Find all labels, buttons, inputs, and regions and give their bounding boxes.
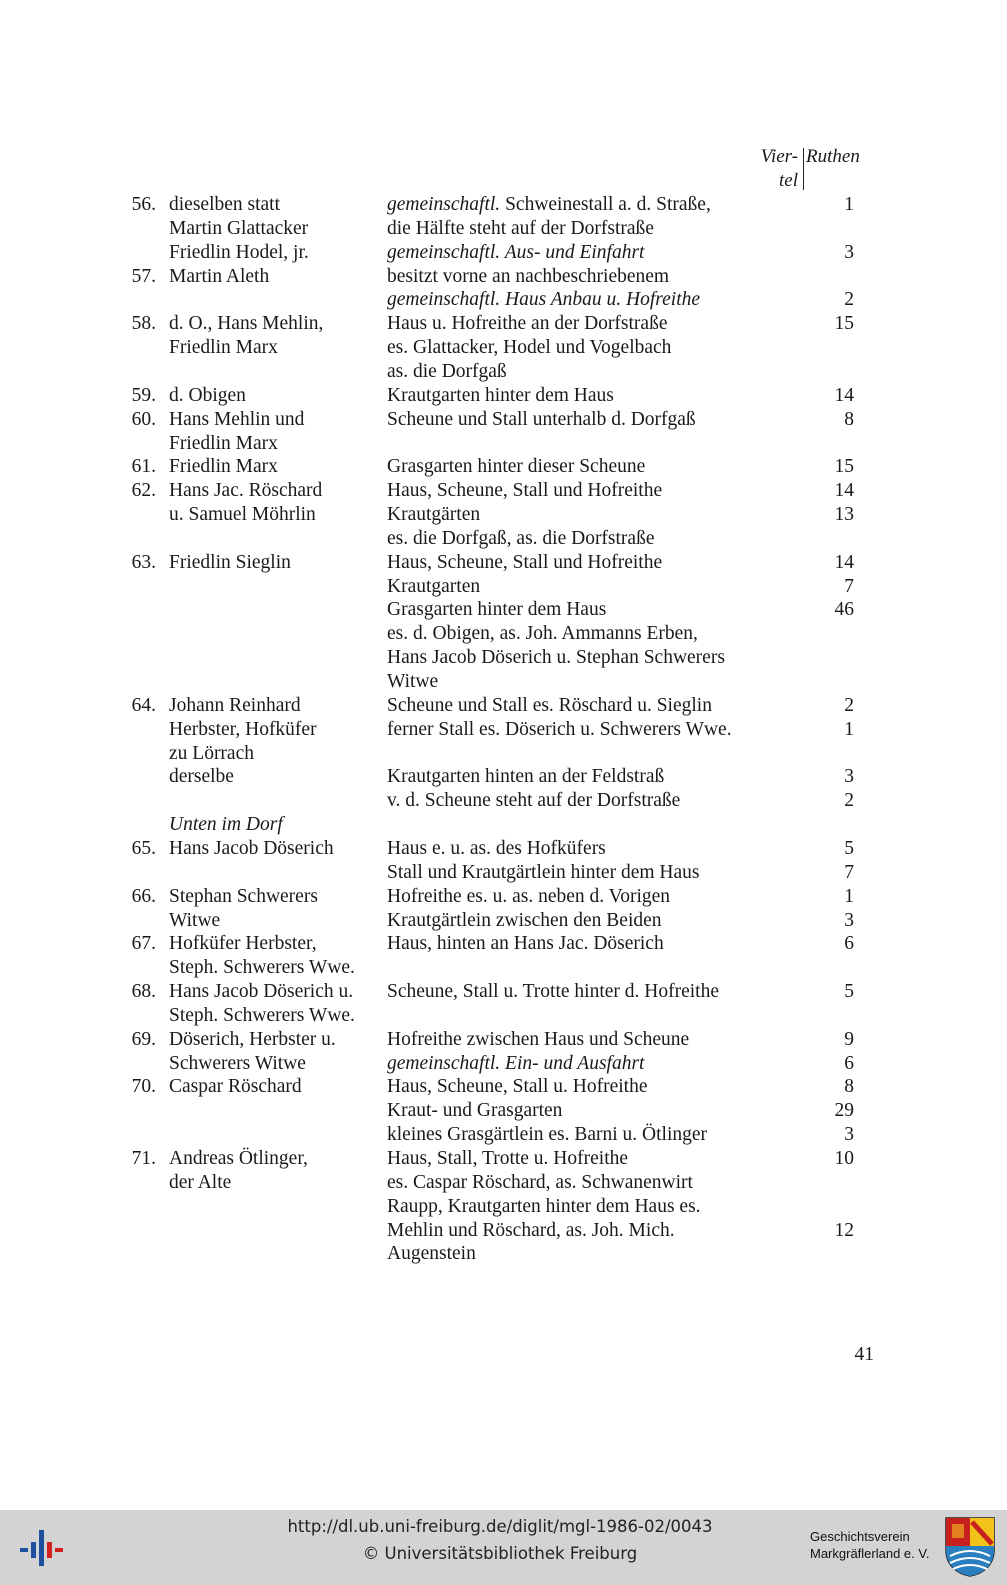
ruthen-value: 29	[834, 1100, 854, 1122]
description-text: Krautgarten hinten an der Feldstraß	[387, 766, 665, 788]
entry-line	[0, 551, 1007, 575]
ruthen-value: 2	[844, 289, 854, 311]
entry-line	[0, 980, 1007, 1004]
entry-line	[0, 288, 1007, 312]
property-description	[387, 1195, 701, 1219]
entry-line	[0, 646, 1007, 670]
property-description	[387, 408, 696, 432]
owner-name: Friedlin Marx	[169, 337, 278, 359]
entry-number: 62.	[131, 480, 156, 502]
entry-line	[0, 241, 1007, 265]
property-description	[387, 1099, 562, 1123]
entry-line	[0, 1171, 1007, 1195]
entry-line	[0, 885, 1007, 909]
description-text: Hans Jacob Döserich u. Stephan Schwerers	[387, 647, 725, 669]
property-description	[387, 909, 662, 933]
section-heading	[0, 813, 1007, 837]
description-text: Kraut- und Grasgarten	[387, 1100, 563, 1122]
property-description	[387, 193, 711, 217]
property-description	[387, 1171, 693, 1195]
ruthen-value: 10	[834, 1148, 854, 1169]
entry-line	[0, 193, 1007, 217]
entry-number: 67.	[131, 933, 156, 955]
owner-name: Andreas Ötlinger,	[169, 1148, 308, 1169]
property-description	[387, 694, 712, 718]
description-text: Krautgarten hinter dem Haus	[387, 384, 614, 406]
entry-number: 56.	[131, 194, 156, 215]
entry-line	[0, 694, 1007, 718]
ruthen-value: 3	[844, 241, 854, 263]
entry-line	[0, 670, 1007, 694]
description-text: kleines Grasgärtlein es. Barni u. Ötlinger	[387, 1124, 708, 1146]
entry-number: 65.	[131, 837, 156, 859]
owner-name: Martin Aleth	[169, 265, 270, 287]
ruthen-value: 8	[844, 408, 854, 430]
entry-number: 71.	[131, 1148, 156, 1169]
property-description	[387, 384, 614, 408]
entry-line	[0, 527, 1007, 551]
owner-name: Steph. Schwerers Wwe.	[169, 1004, 355, 1026]
description-text: Stall und Krautgärtlein hinter dem Haus	[387, 861, 700, 883]
entry-line	[0, 861, 1007, 885]
property-description	[387, 360, 507, 384]
property-description	[387, 265, 669, 289]
entry-line	[0, 312, 1007, 336]
entry-line	[0, 408, 1007, 432]
property-description	[387, 1075, 647, 1099]
society-line1: Geschichtsverein	[810, 1529, 910, 1544]
entry-line	[0, 1004, 1007, 1028]
owner-name: Döserich, Herbster u.	[169, 1028, 336, 1050]
column-header-ruthen: Ruthen	[806, 146, 860, 167]
owner-name: dieselben statt	[169, 194, 281, 215]
entry-line	[0, 503, 1007, 527]
section-title: Unten im Dorf	[169, 814, 283, 836]
entry-line	[0, 360, 1007, 384]
entry-number: 68.	[131, 981, 156, 1003]
entry-line	[0, 1052, 1007, 1076]
property-description	[387, 932, 664, 956]
entry-line	[0, 336, 1007, 360]
description-text: es. Caspar Röschard, as. Schwanenwirt	[387, 1171, 693, 1193]
entry-line	[0, 1123, 1007, 1147]
entry-line	[0, 718, 1007, 742]
description-text: Hofreithe zwischen Haus und Scheune	[387, 1028, 690, 1050]
ruthen-value: 2	[844, 694, 854, 716]
description-text: die Hälfte steht auf der Dorfstraße	[387, 217, 654, 239]
ruthen-value: 1	[844, 194, 854, 215]
ruthen-value: 15	[834, 313, 854, 335]
description-text: Krautgärten	[387, 504, 481, 526]
property-description	[387, 885, 670, 909]
description-italic: gemeinschaftl. Aus- und Einfahrt	[387, 241, 645, 263]
entry-line	[0, 932, 1007, 956]
property-description	[387, 503, 480, 527]
description-text: es. d. Obigen, as. Joh. Ammanns Erben,	[387, 623, 698, 645]
description-text: Witwe	[387, 671, 439, 692]
entry-number: 69.	[131, 1028, 156, 1050]
footer-bar	[0, 1510, 1007, 1585]
property-description	[387, 312, 667, 336]
ruthen-value: 3	[844, 909, 854, 931]
owner-name: Friedlin Marx	[169, 432, 278, 454]
entry-number: 57.	[131, 265, 156, 287]
entry-line	[0, 765, 1007, 789]
owner-name: zu Lörrach	[169, 742, 254, 764]
entry-line	[0, 455, 1007, 479]
description-text: Mehlin und Röschard, as. Joh. Mich.	[387, 1219, 675, 1241]
ruthen-value: 14	[834, 480, 854, 502]
entry-number: 58.	[131, 313, 156, 335]
owner-name: Martin Glattacker	[169, 217, 309, 239]
property-description	[387, 789, 680, 813]
owner-name: Schwerers Witwe	[169, 1052, 306, 1074]
property-description	[387, 479, 662, 503]
owner-name: Hans Mehlin und	[169, 408, 305, 430]
owner-name: d. O., Hans Mehlin,	[169, 313, 324, 335]
ruthen-value: 9	[844, 1028, 854, 1050]
description-text: Haus u. Hofreithe an der Dorfstraße	[387, 313, 668, 335]
owner-name: Hofküfer Herbster,	[169, 933, 317, 955]
entry-line	[0, 384, 1007, 408]
description-text: as. die Dorfgaß	[387, 360, 507, 382]
property-description	[387, 1219, 675, 1243]
owner-name: Herbster, Hofküfer	[169, 718, 317, 740]
ruthen-value: 14	[834, 551, 854, 573]
owner-name: u. Samuel Möhrlin	[169, 504, 316, 526]
property-description	[387, 527, 655, 551]
ruthen-value: 13	[834, 504, 854, 526]
ruthen-value: 5	[844, 837, 854, 859]
entry-line	[0, 598, 1007, 622]
property-description	[387, 598, 606, 622]
description-text: Raupp, Krautgarten hinter dem Haus es.	[387, 1195, 701, 1217]
property-description	[387, 670, 438, 694]
entry-line	[0, 789, 1007, 813]
entry-number: 60.	[131, 408, 156, 430]
ruthen-value: 6	[844, 1052, 854, 1074]
ruthen-value: 14	[834, 384, 854, 406]
description-text: Hofreithe es. u. as. neben d. Vorigen	[387, 885, 671, 907]
entry-line	[0, 217, 1007, 241]
property-description	[387, 551, 662, 575]
entry-number: 61.	[131, 456, 156, 478]
owner-name: Friedlin Marx	[169, 456, 278, 478]
entry-number: 63.	[131, 551, 156, 573]
property-description	[387, 336, 671, 360]
ruthen-value: 7	[844, 861, 854, 883]
description-text: Scheune, Stall u. Trotte hinter d. Hofreithe	[387, 981, 719, 1003]
property-description	[387, 765, 664, 789]
entry-line	[0, 1028, 1007, 1052]
owner-name: Friedlin Sieglin	[169, 551, 291, 573]
property-description	[387, 455, 645, 479]
description-text: es. die Dorfgaß, as. die Dorfstraße	[387, 527, 655, 549]
property-description	[387, 1052, 644, 1076]
owner-name: Witwe	[169, 909, 221, 931]
viertel-line1: Vier-	[760, 146, 798, 167]
entry-line	[0, 742, 1007, 766]
description-text: Haus, hinten an Hans Jac. Döserich	[387, 933, 664, 955]
property-description	[387, 980, 719, 1004]
property-description	[387, 837, 606, 861]
entry-number: 64.	[131, 694, 156, 716]
entry-line	[0, 956, 1007, 980]
property-description	[387, 1028, 689, 1052]
owner-name: der Alte	[169, 1171, 232, 1193]
column-divider	[803, 148, 804, 190]
column-header-viertel	[748, 145, 798, 193]
owner-name: Hans Jacob Döserich u.	[169, 981, 354, 1003]
property-description	[387, 861, 699, 885]
entry-line	[0, 1219, 1007, 1243]
description-italic: gemeinschaftl. Ein- und Ausfahrt	[387, 1052, 645, 1074]
owner-name: Johann Reinhard	[169, 694, 301, 716]
owner-name: Steph. Schwerers Wwe.	[169, 957, 355, 979]
entry-line	[0, 1099, 1007, 1123]
coat-of-arms-icon	[944, 1516, 996, 1578]
society-name	[810, 1528, 929, 1562]
entry-number: 59.	[131, 384, 156, 406]
description-text: Scheune und Stall unterhalb d. Dorfgaß	[387, 408, 696, 430]
description-text: Schweinestall a. d. Straße,	[500, 194, 711, 215]
owner-name: Hans Jacob Döserich	[169, 837, 334, 859]
owner-name: d. Obigen	[169, 384, 246, 406]
description-text: Haus e. u. as. des Hofküfers	[387, 837, 606, 859]
entry-line	[0, 837, 1007, 861]
owner-name: derselbe	[169, 766, 234, 788]
description-text: Haus, Stall, Trotte u. Hofreithe	[387, 1148, 629, 1169]
page-number: 41	[854, 1344, 874, 1365]
property-description	[387, 622, 698, 646]
ruthen-value: 3	[844, 1124, 854, 1146]
owner-name: Stephan Schwerers	[169, 885, 318, 907]
owner-name: Caspar Röschard	[169, 1076, 302, 1098]
ruthen-value: 12	[834, 1219, 854, 1241]
entry-number: 70.	[131, 1076, 156, 1098]
copyright-text: © Universitätsbibliothek Freiburg	[362, 1544, 638, 1563]
entry-number: 66.	[131, 885, 156, 907]
ruthen-value: 7	[844, 575, 854, 597]
description-italic: gemeinschaftl.	[387, 194, 501, 215]
document-url[interactable]: http://dl.ub.uni-freiburg.de/diglit/mgl-1986-02/0043	[287, 1517, 713, 1536]
description-text: ferner Stall es. Döserich u. Schwerers Wwe.	[387, 718, 732, 740]
ruthen-value: 15	[834, 456, 854, 478]
property-description	[387, 1242, 476, 1266]
property-description	[387, 241, 644, 265]
entry-line	[0, 1195, 1007, 1219]
property-description	[387, 646, 725, 670]
property-description	[387, 288, 700, 312]
description-text: Krautgärtlein zwischen den Beiden	[387, 909, 662, 931]
property-description	[387, 575, 480, 599]
ub-freiburg-logo-icon	[20, 1528, 66, 1568]
description-text: Grasgarten hinter dieser Scheune	[387, 456, 646, 478]
description-text: es. Glattacker, Hodel und Vogelbach	[387, 337, 672, 359]
description-text: v. d. Scheune steht auf der Dorfstraße	[387, 790, 681, 812]
description-text: Krautgarten	[387, 575, 481, 597]
description-text: Haus, Scheune, Stall und Hofreithe	[387, 551, 663, 573]
description-text: besitzt vorne an nachbeschriebenem	[387, 265, 670, 287]
property-description	[387, 1123, 707, 1147]
ruthen-value: 5	[844, 981, 854, 1003]
ruthen-value: 46	[834, 599, 854, 621]
ruthen-value: 6	[844, 933, 854, 955]
description-text: Scheune und Stall es. Röschard u. Sieglin	[387, 694, 712, 716]
entry-line	[0, 479, 1007, 503]
ruthen-value: 2	[844, 790, 854, 812]
description-italic: gemeinschaftl. Haus Anbau u. Hofreithe	[387, 289, 701, 311]
property-description	[387, 718, 732, 742]
description-text: Haus, Scheune, Stall u. Hofreithe	[387, 1076, 648, 1098]
entry-line	[0, 432, 1007, 456]
property-description	[387, 217, 654, 241]
entry-line	[0, 909, 1007, 933]
owner-name: Friedlin Hodel, jr.	[169, 241, 309, 263]
ruthen-value: 3	[844, 766, 854, 788]
owner-name: Hans Jac. Röschard	[169, 480, 323, 502]
viertel-line2: tel	[779, 170, 798, 191]
description-text: Haus, Scheune, Stall und Hofreithe	[387, 480, 663, 502]
entry-line	[0, 265, 1007, 289]
entry-line	[0, 1075, 1007, 1099]
entry-line	[0, 1147, 1007, 1171]
entry-line	[0, 1242, 1007, 1266]
property-description	[387, 1147, 628, 1171]
entry-line	[0, 622, 1007, 646]
ruthen-value: 1	[844, 718, 854, 740]
description-text: Augenstein	[387, 1243, 476, 1265]
society-line2: Markgräflerland e. V.	[810, 1546, 930, 1561]
ruthen-value: 1	[844, 885, 854, 907]
ruthen-value: 8	[844, 1076, 854, 1098]
description-text: Grasgarten hinter dem Haus	[387, 599, 607, 621]
entry-line	[0, 575, 1007, 599]
